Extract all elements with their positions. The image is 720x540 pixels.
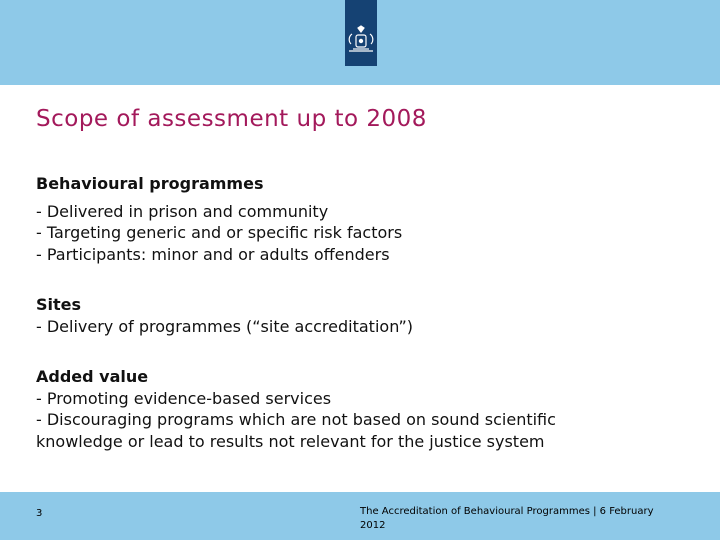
bullet-line: - Participants: minor and or adults offenders xyxy=(36,244,390,264)
section-heading: Sites xyxy=(36,295,82,314)
section-heading: Behavioural programmes xyxy=(36,174,264,193)
slide-body xyxy=(36,173,686,452)
bullet-line: - Promoting evidence-based services xyxy=(36,388,332,408)
bullet-line: - Targeting generic and or specific risk factors xyxy=(36,223,403,242)
bullet-line: - Delivery of programmes (“site accreditation”) xyxy=(36,316,413,336)
bullet-line: knowledge or lead to results not relevant for the justice system xyxy=(36,431,545,451)
section-heading: Added value xyxy=(36,367,149,386)
section-sites xyxy=(36,294,686,337)
footer-text: The Accreditation of Behavioural Programmes | 6 February 2012 xyxy=(360,506,654,531)
bullet-line: - Discouraging programs which are not based on sound scientific xyxy=(36,410,556,429)
section-added-value xyxy=(36,366,686,452)
slide-title: Scope of assessment up to 2008 xyxy=(36,106,427,132)
section-behavioural-programmes xyxy=(36,173,686,265)
coat-of-arms-icon xyxy=(345,0,377,66)
page-number: 3 xyxy=(36,508,43,519)
bullet-line: - Delivered in prison and community xyxy=(36,201,329,221)
